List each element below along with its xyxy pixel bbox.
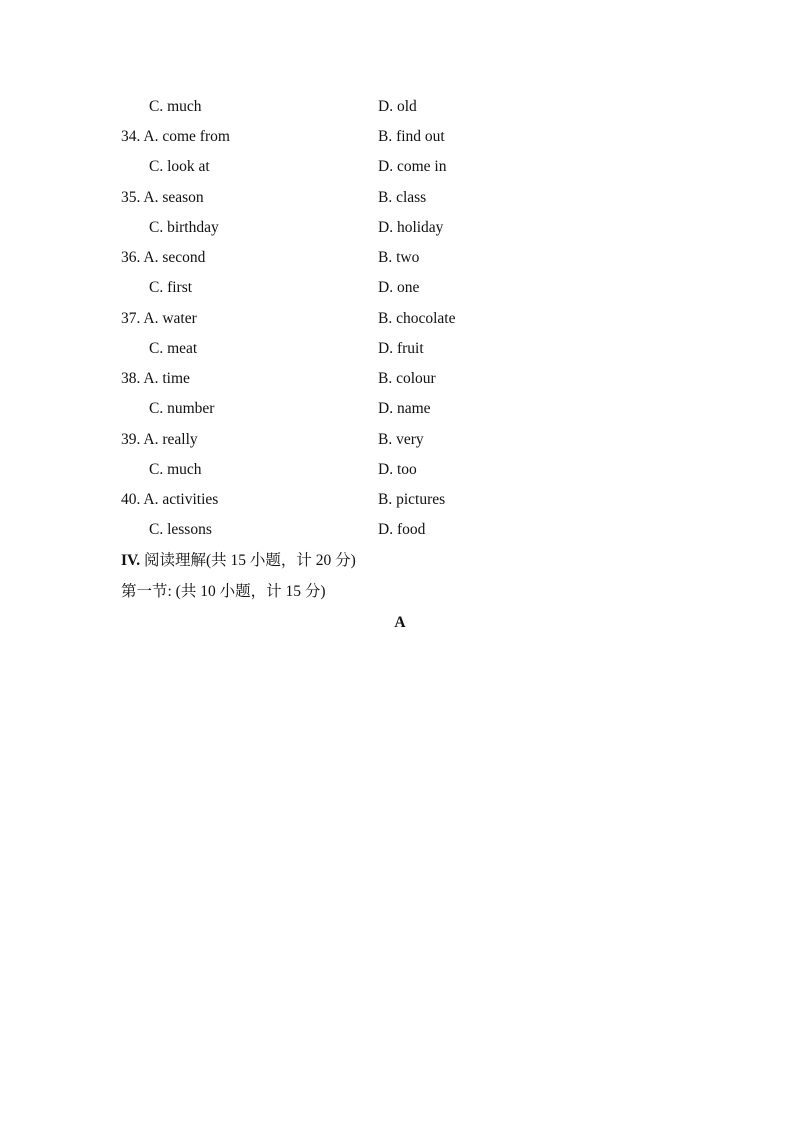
q39-options-ab (0, 425, 800, 455)
q39-option-a: 39. A. really (121, 431, 198, 448)
q35-option-c: C. birthday (149, 219, 219, 236)
q37-option-a: 37. A. water (121, 310, 197, 327)
q38-options-ab (0, 364, 800, 394)
q36-options-cd (0, 273, 800, 303)
q37-option-d: D. fruit (378, 340, 424, 357)
q36-option-b: B. two (378, 249, 420, 266)
q40-options-ab (0, 485, 800, 515)
section-heading (121, 546, 356, 576)
q33-option-c: C. much (149, 98, 202, 115)
q36-options-ab (0, 243, 800, 273)
q40-options-cd (0, 515, 800, 545)
q38-option-c: C. number (149, 400, 215, 417)
q34-option-d: D. come in (378, 158, 447, 175)
q35-option-b: B. class (378, 189, 427, 206)
q37-option-c: C. meat (149, 340, 198, 357)
q34-options-cd (0, 152, 800, 182)
q34-option-a: 34. A. come from (121, 128, 230, 145)
q36-option-d: D. one (378, 279, 420, 296)
section-numeral: IV. (121, 552, 141, 569)
q38-option-d: D. name (378, 400, 431, 417)
q36-option-c: C. first (149, 279, 193, 296)
q38-options-cd (0, 394, 800, 424)
q40-option-d: D. food (378, 521, 426, 538)
q38-option-b: B. colour (378, 370, 436, 387)
q35-options-ab (0, 183, 800, 213)
q33-option-d: D. old (378, 98, 417, 115)
q39-option-c: C. much (149, 461, 202, 478)
q33-options-cd (0, 92, 800, 122)
q34-option-b: B. find out (378, 128, 445, 145)
q36-option-a: 36. A. second (121, 249, 206, 266)
passage-label: A (394, 614, 406, 631)
q40-option-c: C. lessons (149, 521, 212, 538)
q39-option-d: D. too (378, 461, 417, 478)
q34-options-ab (0, 122, 800, 152)
q35-option-a: 35. A. season (121, 189, 204, 206)
subsection-heading: 第一节: (共 10 小题，计 15 分) (121, 583, 326, 600)
q40-option-a: 40. A. activities (121, 491, 219, 508)
q34-option-c: C. look at (149, 158, 210, 175)
q38-option-a: 38. A. time (121, 370, 190, 387)
q37-options-cd (0, 334, 800, 364)
q35-options-cd (0, 213, 800, 243)
q39-option-b: B. very (378, 431, 424, 448)
q37-options-ab (0, 304, 800, 334)
q40-option-b: B. pictures (378, 491, 446, 508)
section-title: 阅读理解(共 15 小题，计 20 分) (143, 552, 356, 569)
q35-option-d: D. holiday (378, 219, 444, 236)
q39-options-cd (0, 455, 800, 485)
q37-option-b: B. chocolate (378, 310, 456, 327)
